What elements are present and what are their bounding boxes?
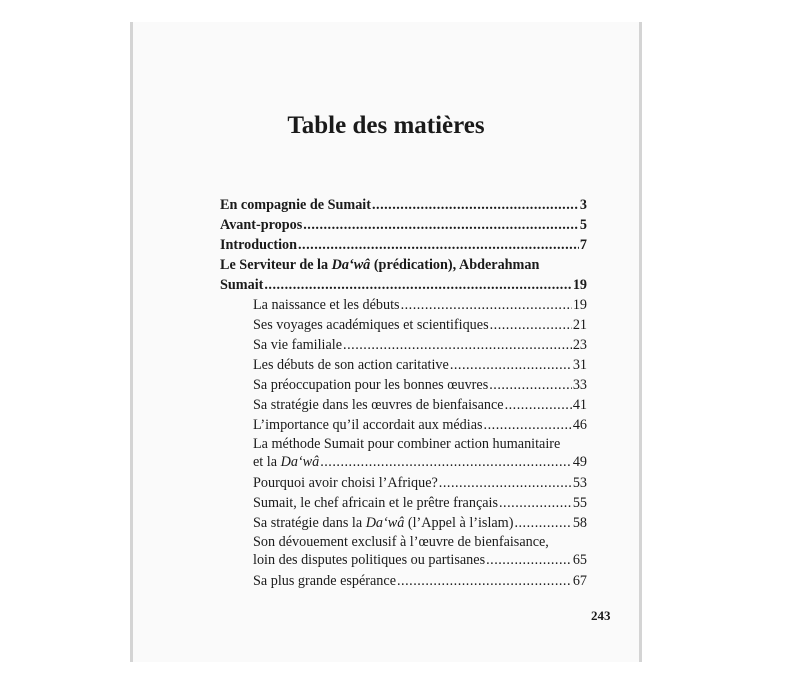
toc-subentry: Ses voyages académiques et scientifiques ..... 21 [253,315,587,335]
toc-subentry: Sa préoccupation pour les bonnes œuvres ..... 33 [253,375,587,395]
table-of-contents [220,195,587,591]
dot-leader [490,315,572,335]
dot-leader [320,453,572,471]
toc-entry [220,255,587,295]
dot-leader [397,571,572,591]
toc-entry-page: 5 [579,217,587,233]
toc-subentry: La méthode Sumait pour combiner action humanitaire et la Da‘wâ ..... 49 [253,435,587,471]
toc-subentry: Sa plus grande espérance ..... 67 [253,571,587,591]
dot-leader [499,493,572,513]
dot-leader [489,375,572,395]
toc-entry-title-line: Le Serviteur de la Da‘wâ (prédication), Abderahman [220,257,540,273]
toc-entry [220,215,587,235]
toc-entry-title: Sumait [220,277,264,293]
toc-subentry: Sa stratégie dans la Da‘wâ (l’Appel à l’islam) ..... 58 [253,513,587,533]
toc-subentry: L’importance qu’il accordait aux médias ..... 46 [253,415,587,435]
toc-subentry: Pourquoi avoir choisi l’Afrique? ..... 53 [253,473,587,493]
dot-leader [439,473,572,493]
dot-leader [303,215,579,235]
dot-leader [372,195,579,215]
dot-leader [505,395,572,415]
dot-leader [486,551,572,569]
dot-leader [514,513,571,533]
toc-subentry: Son dévouement exclusif à l’œuvre de bienfaisance, loin des disputes politiques ou partisanes ..... 65 [253,533,587,569]
toc-subentries [220,295,587,591]
toc-subentry: Les débuts de son action caritative ..... 31 [253,355,587,375]
dot-leader [298,235,579,255]
dot-leader [343,335,572,355]
toc-subentry: Sa stratégie dans les œuvres de bienfaisance ..... 41 [253,395,587,415]
dot-leader [484,415,572,435]
toc-entry-title: Introduction [220,237,297,253]
toc-entry [220,195,587,215]
page-number: 243 [591,608,611,623]
page-title: Table des matières [287,112,485,139]
toc-subentry: Sumait, le chef africain et le prêtre français ..... 55 [253,493,587,513]
toc-entry [220,235,587,255]
dot-leader [401,295,572,315]
dot-leader [450,355,572,375]
toc-entry-title: En compagnie de Sumait [220,197,371,213]
toc-subentry: Sa vie familiale ..... 23 [253,335,587,355]
toc-entry-page: 3 [579,197,587,213]
toc-entry-page: 7 [579,237,587,253]
book-page [130,22,642,662]
toc-entry-title: Avant-propos [220,217,303,233]
dot-leader [264,275,571,295]
toc-entry-page: 19 [572,277,587,293]
toc-subentry: La naissance et les débuts ..... 19 [253,295,587,315]
